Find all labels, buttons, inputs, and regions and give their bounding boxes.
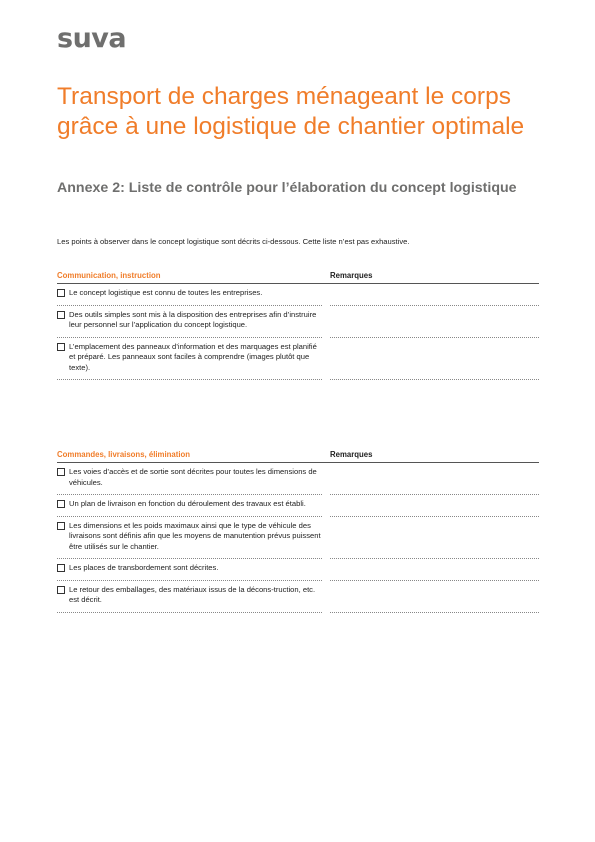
remarks-field[interactable] [330, 463, 539, 495]
checkbox[interactable] [57, 586, 65, 594]
checklist-row [57, 306, 539, 338]
checklist-item-text: Les dimensions et les poids maximaux ainsi que le type de véhicule des livraisons sont définis afin que les moyens de manutention prévus puissent être utilisés sur le chantier. [69, 520, 321, 551]
section-header [57, 449, 539, 463]
checkbox[interactable] [57, 311, 65, 319]
checklist-item-text: Le retour des emballages, des matériaux issus de la décons-truction, etc. est décrit. [69, 584, 316, 604]
checklist-row [57, 495, 539, 517]
page-title: Transport de charges ménageant le corps grâce à une logistique de chantier optimale [57, 83, 525, 140]
suva-logo: suva [57, 23, 127, 54]
section-heading: Communication, instruction [57, 271, 161, 280]
checkbox[interactable] [57, 468, 65, 476]
checklist-section-commandes [57, 449, 539, 613]
checklist-section-communication [57, 270, 539, 380]
section-heading: Commandes, livraisons, élimination [57, 450, 191, 459]
checklist-item-text: Le concept logistique est connu de toutes les entreprises. [69, 288, 263, 297]
checklist-row [57, 581, 539, 613]
remarks-field[interactable] [330, 284, 539, 306]
page-subtitle: Annexe 2: Liste de contrôle pour l’élaboration du concept logistique [57, 180, 517, 196]
checklist-item-text: L’emplacement des panneaux d’information et des marquages est planifié et préparé. Les panneaux sont faciles à comprendre (images plutôt que texte). [69, 341, 317, 372]
checklist-item-text: Les voies d’accès et de sortie sont décrites pour toutes les dimensions de véhicules. [69, 467, 317, 487]
remarks-field[interactable] [330, 495, 539, 517]
checklist-row [57, 517, 539, 560]
checkbox[interactable] [57, 289, 65, 297]
checkbox[interactable] [57, 564, 65, 572]
checklist-item-text: Un plan de livraison en fonction du déroulement des travaux est établi. [69, 499, 306, 508]
checkbox[interactable] [57, 522, 65, 530]
remarks-field[interactable] [330, 517, 539, 560]
remarks-field[interactable] [330, 581, 539, 613]
remarks-field[interactable] [330, 338, 539, 381]
checklist-row [57, 463, 539, 495]
checklist-item-text: Les places de transbordement sont décrites. [69, 563, 219, 572]
remarks-field[interactable] [330, 559, 539, 581]
checklist-row [57, 284, 539, 306]
section-header [57, 270, 539, 284]
intro-text: Les points à observer dans le concept logistique sont décrits ci-dessous. Cette liste n’est pas exhaustive. [57, 237, 410, 246]
checklist-row [57, 559, 539, 581]
remarks-heading: Remarques [330, 450, 373, 459]
checkbox[interactable] [57, 343, 65, 351]
checkbox[interactable] [57, 500, 65, 508]
remarks-heading: Remarques [330, 271, 373, 280]
checklist-item-text: Des outils simples sont mis à la disposition des entreprises afin d’instruire leur personnel sur l’application du concept logistique. [69, 309, 317, 329]
checklist-row [57, 338, 539, 381]
remarks-field[interactable] [330, 306, 539, 338]
